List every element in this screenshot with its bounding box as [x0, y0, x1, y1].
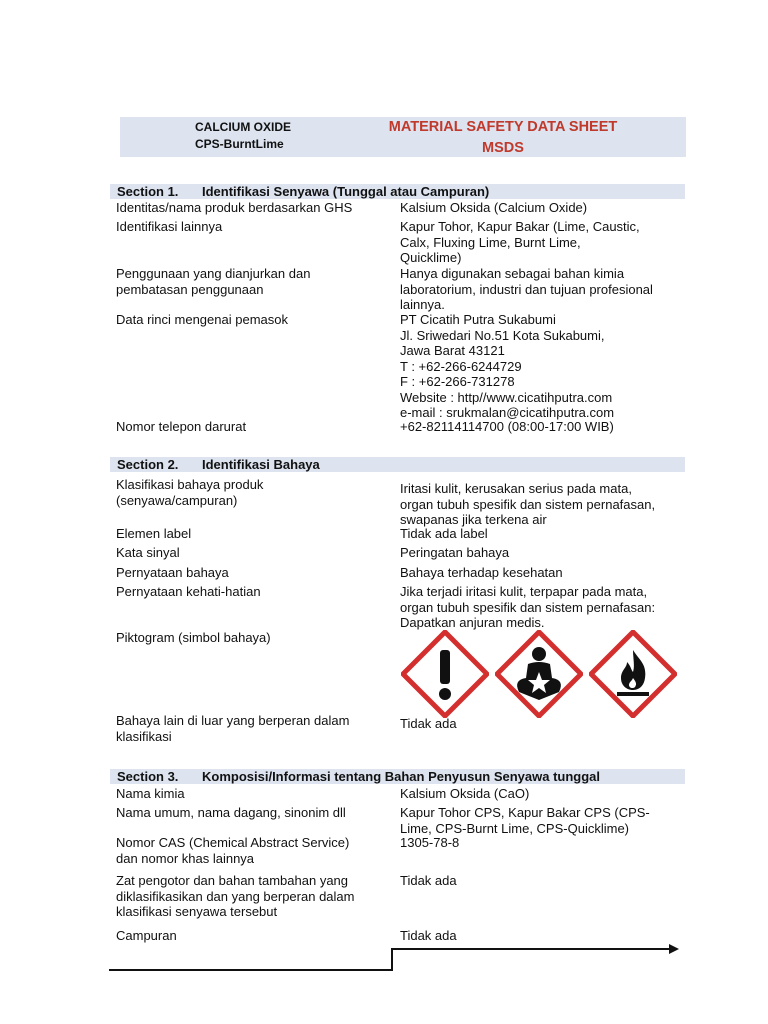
value-line: Peringatan bahaya — [400, 545, 510, 560]
value-line: Kalsium Oksida (Calcium Oxide) — [400, 200, 588, 215]
value-line: Jika terjadi iritasi kulit, terpapar pada mata, — [400, 584, 648, 599]
label-line: Klasifikasi bahaya produk — [116, 477, 264, 492]
value-line: Hanya digunakan sebagai bahan kimia — [400, 266, 625, 281]
section-1-heading — [110, 184, 685, 199]
value-line: Tidak ada — [400, 873, 457, 888]
row-value — [400, 805, 685, 836]
section-title: Identifikasi Bahaya — [202, 457, 320, 472]
health-hazard-icon — [495, 630, 583, 718]
value-line: Calx, Fluxing Lime, Burnt Lime, — [400, 234, 581, 250]
label-line: klasifikasi senyawa tersebut — [116, 904, 278, 919]
value-line: F : +62-266-731278 — [400, 374, 515, 389]
row-value — [400, 716, 685, 732]
row-label — [116, 873, 386, 920]
value-line: Dapatkan anjuran medis. — [400, 615, 545, 630]
label-line: Pernyataan kehati-hatian — [116, 584, 261, 599]
value-line: Website : http//www.cicatihputra.com — [400, 389, 613, 405]
value-line: T : +62-266-6244729 — [400, 358, 522, 374]
label-line: Bahaya lain di luar yang berperan dalam — [116, 713, 350, 728]
flame-icon — [589, 630, 677, 718]
document-header — [120, 117, 686, 157]
section-3-heading — [110, 769, 685, 784]
row-label — [116, 266, 386, 297]
value-line: organ tubuh spesifik dan sistem pernafasan: — [400, 599, 656, 615]
value-line: Quicklime) — [400, 250, 462, 265]
row-value — [400, 584, 685, 631]
label-line: dan nomor khas lainnya — [116, 850, 255, 866]
value-line: Jl. Sriwedari No.51 Kota Sukabumi, — [400, 327, 605, 343]
value-line: Tidak ada — [400, 928, 457, 943]
value-line: Bahaya terhadap kesehatan — [400, 565, 563, 580]
row-value — [400, 419, 685, 435]
value-line: Lime, CPS-Burnt Lime, CPS-Quicklime) — [400, 820, 629, 836]
label-line: (senyawa/campuran) — [116, 492, 238, 508]
row-value — [400, 786, 685, 802]
value-line: Tidak ada — [400, 716, 457, 731]
row-label — [116, 630, 386, 646]
row-value — [400, 481, 685, 528]
row-value — [400, 219, 685, 266]
value-line: Kapur Tohor, Kapur Bakar (Lime, Caustic, — [400, 219, 640, 234]
row-value — [400, 526, 685, 542]
value-line: lainnya. — [400, 297, 445, 312]
value-line: Kalsium Oksida (CaO) — [400, 786, 530, 801]
row-value — [400, 873, 685, 889]
document-title — [375, 117, 631, 159]
row-label — [116, 419, 386, 435]
product-brand: CPS-BurntLime — [195, 137, 284, 151]
row-label — [116, 713, 386, 744]
label-line: Piktogram (simbol bahaya) — [116, 630, 271, 645]
label-line: Data rinci mengenai pemasok — [116, 312, 288, 327]
row-label — [116, 526, 386, 542]
label-line: Nomor telepon darurat — [116, 419, 247, 434]
row-label — [116, 584, 386, 600]
row-value — [400, 266, 685, 313]
label-line: Zat pengotor dan bahan tambahan yang — [116, 873, 349, 888]
row-label — [116, 786, 386, 802]
value-line: 1305-78-8 — [400, 835, 460, 850]
row-value — [400, 565, 685, 581]
label-line: Identifikasi lainnya — [116, 219, 223, 234]
label-line: Nama kimia — [116, 786, 185, 801]
document-title-line2: MSDS — [482, 140, 524, 156]
cas-number — [400, 835, 685, 851]
value-line: Kapur Tohor CPS, Kapur Bakar CPS (CPS- — [400, 805, 650, 820]
row-value — [400, 200, 685, 216]
value-line: +62-82114114700 (08:00-17:00 WIB) — [400, 419, 614, 434]
row-label — [116, 545, 386, 561]
section-title: Identifikasi Senyawa (Tunggal atau Campuran) — [202, 184, 490, 199]
section-2-heading — [110, 457, 685, 472]
label-line: pembatasan penggunaan — [116, 281, 264, 297]
label-line: Penggunaan yang dianjurkan dan — [116, 266, 311, 281]
row-value — [400, 545, 685, 561]
row-label — [116, 565, 386, 581]
value-line: organ tubuh spesifik dan sistem pernafasan, — [400, 496, 656, 512]
label-line: Identitas/nama produk berdasarkan GHS — [116, 200, 353, 215]
label-line: Campuran — [116, 928, 177, 943]
product-identity — [195, 119, 291, 153]
value-line: Jawa Barat 43121 — [400, 343, 505, 358]
section-title: Komposisi/Informasi tentang Bahan Penyusun Senyawa tunggal — [202, 769, 601, 784]
value-line: e-mail : srukmalan@cicatihputra.com — [400, 405, 615, 420]
label-line: klasifikasi — [116, 728, 172, 744]
label-line: Kata sinyal — [116, 545, 180, 560]
label-line: Nomor CAS (Chemical Abstract Service) — [116, 835, 350, 850]
label-line: Elemen label — [116, 526, 192, 541]
supplier-details — [400, 312, 685, 421]
row-label — [116, 219, 386, 235]
section-number: Section 1. — [117, 184, 179, 199]
document-title-line1: MATERIAL SAFETY DATA SHEET — [388, 119, 618, 135]
page-flow-arrow — [105, 940, 685, 974]
value-line: laboratorium, industri dan tujuan profesional — [400, 281, 653, 297]
row-label — [116, 835, 386, 866]
value-line: Tidak ada label — [400, 526, 488, 541]
exclamation-mark-icon — [401, 630, 489, 718]
row-label — [116, 312, 386, 328]
section-number: Section 3. — [117, 769, 179, 784]
label-line: Pernyataan bahaya — [116, 565, 229, 580]
label-line: diklasifikasikan dan yang berperan dalam — [116, 888, 355, 904]
value-line: swapanas jika terkena air — [400, 512, 547, 527]
value-line: Iritasi kulit, kerusakan serius pada mata, — [400, 481, 632, 496]
row-label — [116, 805, 386, 821]
row-label — [116, 200, 386, 216]
label-line: Nama umum, nama dagang, sinonim dll — [116, 805, 346, 820]
section-number: Section 2. — [117, 457, 179, 472]
row-label — [116, 477, 386, 508]
value-line: PT Cicatih Putra Sukabumi — [400, 312, 556, 327]
product-name: CALCIUM OXIDE — [195, 120, 291, 134]
